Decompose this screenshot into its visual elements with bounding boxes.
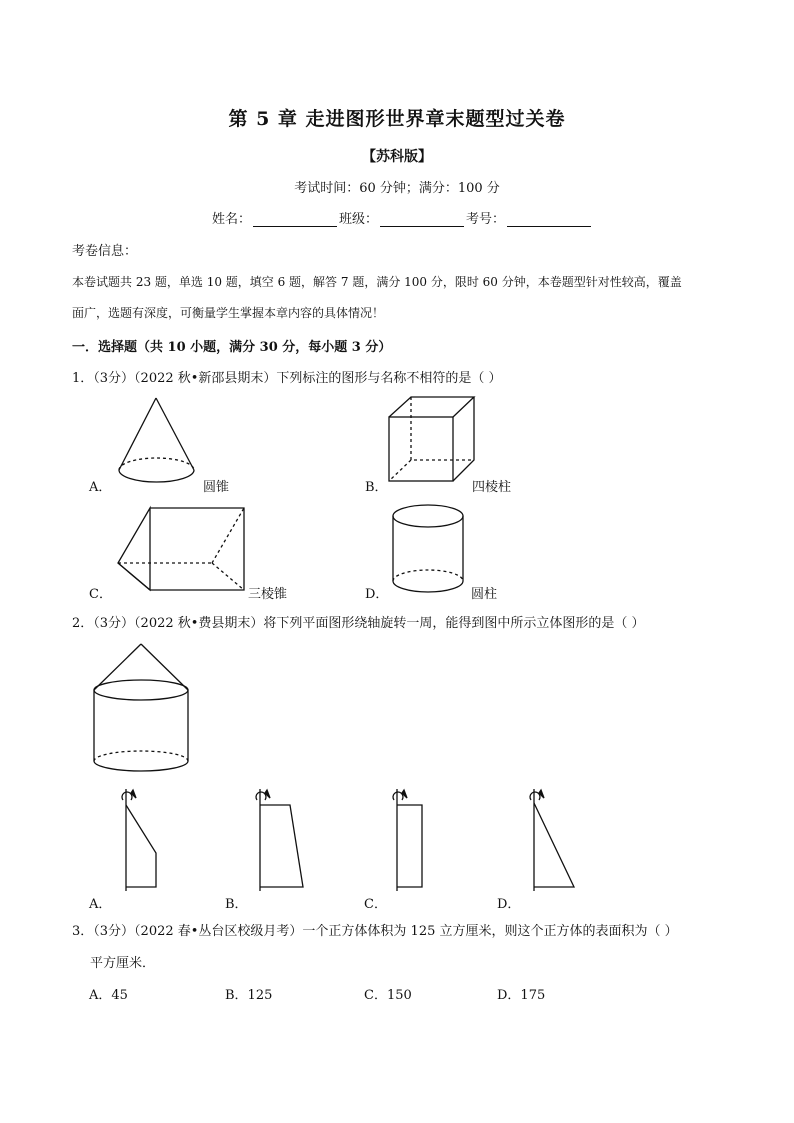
student-fields — [212, 208, 593, 227]
q1-option-c-letter[interactable]: C． — [89, 587, 112, 602]
q1-option-b-name: 四棱柱 — [472, 480, 512, 495]
q3-option-c[interactable]: C．150 — [364, 988, 412, 1003]
q2-solid-figure — [90, 642, 200, 777]
q3-stem: 3．（3分）（2022 春•丛台区校级月考）一个正方体体积为 125 立方厘米，则这个正方体的表面积为（ ） — [72, 924, 678, 939]
q2-option-b-figure — [250, 785, 310, 895]
q2-option-c[interactable]: C． — [364, 897, 387, 912]
edition-label: 【苏科版】 — [362, 149, 432, 165]
class-label: 班级： — [339, 212, 379, 227]
paper-info-line2: 面广，选题有深度，可衡量学生掌握本章内容的具体情况！ — [72, 306, 385, 320]
q1-option-a-name: 圆锥 — [203, 480, 230, 495]
q3-option-d[interactable]: D．175 — [497, 988, 546, 1003]
q1-figure-triangular-prism — [114, 506, 248, 594]
q1-option-d-name: 圆柱 — [471, 587, 498, 602]
exam-info: 考试时间：60 分钟；满分：100 分 — [294, 181, 500, 196]
name-label: 姓名： — [212, 212, 252, 227]
class-field[interactable] — [380, 212, 464, 227]
q1-figure-prism — [384, 393, 478, 489]
q1-option-a-letter[interactable]: A． — [89, 480, 112, 495]
section-title: 一．选择题（共 10 小题，满分 30 分，每小题 3 分） — [72, 340, 392, 355]
q1-figure-cylinder — [390, 503, 470, 595]
q1-option-b-letter[interactable]: B． — [365, 480, 388, 495]
q1-option-d-letter[interactable]: D． — [365, 587, 389, 602]
q3-option-a[interactable]: A．45 — [89, 988, 128, 1003]
q3-option-b[interactable]: B．125 — [225, 988, 273, 1003]
q2-option-a-figure — [114, 785, 164, 895]
exam-number-label: 考号： — [466, 212, 506, 227]
exam-number-field[interactable] — [507, 212, 591, 227]
q1-stem: 1．（3分）（2022 秋•新邵县期末）下列标注的图形与名称不相符的是（ ） — [72, 371, 502, 386]
q2-option-d-figure — [524, 785, 584, 895]
q2-option-d[interactable]: D． — [497, 897, 521, 912]
q2-option-c-figure — [387, 785, 437, 895]
name-field[interactable] — [253, 212, 337, 227]
q2-option-b[interactable]: B． — [225, 897, 248, 912]
q1-figure-cone — [112, 396, 202, 492]
q2-option-a[interactable]: A． — [89, 897, 112, 912]
q1-option-c-name: 三棱锥 — [248, 587, 288, 602]
paper-info-line1: 本卷试题共 23 题，单选 10 题，填空 6 题，解答 7 题，满分 100 分，限时 60 分钟，本卷题型针对性较高，覆盖 — [72, 275, 682, 289]
paper-info-label: 考卷信息： — [72, 244, 138, 259]
q3-stem-continued: 平方厘米． — [90, 956, 156, 971]
page-title: 第 5 章 走进图形世界章末题型过关卷 — [228, 108, 566, 130]
q2-stem: 2．（3分）（2022 秋•费县期末）将下列平面图形绕轴旋转一周，能得到图中所示立体图形的是（ ） — [72, 616, 645, 631]
